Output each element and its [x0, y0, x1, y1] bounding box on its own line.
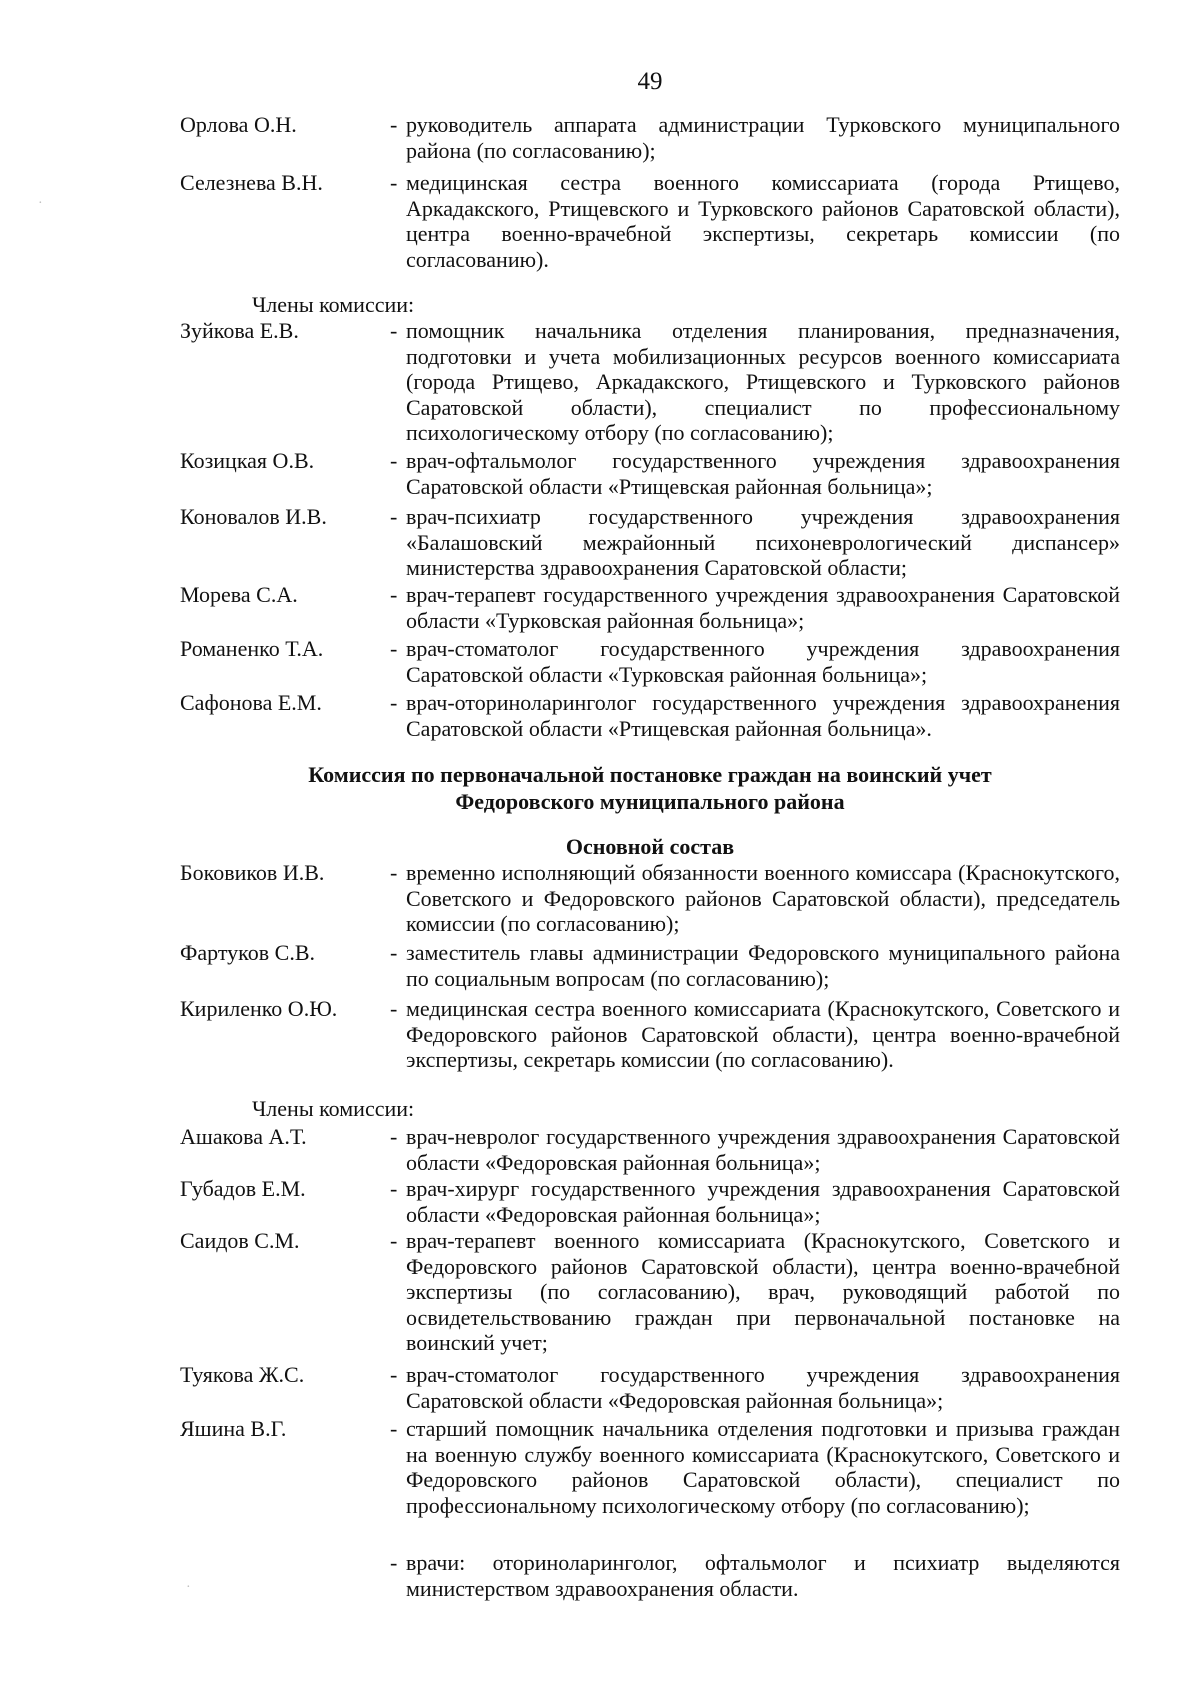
- dash: -: [390, 1228, 398, 1253]
- list-item: [180, 582, 1120, 633]
- list-item: [180, 1416, 1120, 1518]
- member-name: Морева С.А.: [180, 582, 298, 607]
- member-name: Романенко Т.А.: [180, 636, 324, 661]
- dash: -: [390, 582, 398, 607]
- member-role: врач-хирург государственного учреждения здравоохранения Саратовской области «Федоровская районная больница»;: [406, 1176, 1120, 1227]
- member-name: Зуйкова Е.В.: [180, 318, 299, 343]
- commission-heading-line2: Федоровского муниципального района: [455, 789, 845, 814]
- list-item: [180, 112, 1120, 163]
- member-name: Фартуков С.В.: [180, 940, 315, 965]
- dash: -: [390, 996, 398, 1021]
- member-role: временно исполняющий обязанности военного комиссара (Краснокутского, Советского и Федоровского районов Саратовской области), председатель комиссии (по согласованию);: [406, 860, 1120, 936]
- member-name: Орлова О.Н.: [180, 112, 297, 137]
- dash: -: [390, 318, 398, 343]
- dash: -: [390, 504, 398, 529]
- dash: -: [390, 1176, 398, 1201]
- dash: -: [390, 170, 398, 195]
- dash: -: [390, 690, 398, 715]
- list-item: [180, 996, 1120, 1073]
- member-role: врач-психиатр государственного учреждения здравоохранения «Балашовский межрайонный психоневрологический диспансер» министерства здравоохранения Саратовской области;: [406, 504, 1120, 580]
- member-role: врач-офтальмолог государственного учреждения здравоохранения Саратовской области «Ртищевская районная больница»;: [406, 448, 1120, 499]
- member-name: Саидов С.М.: [180, 1228, 300, 1253]
- dash: -: [390, 940, 398, 965]
- member-role: руководитель аппарата администрации Турковского муниципального района (по согласованию);: [406, 112, 1120, 163]
- member-role: врач-оториноларинголог государственного учреждения здравоохранения Саратовской области «Ртищевская районная больница».: [406, 690, 1120, 741]
- list-item: [180, 940, 1120, 991]
- list-item: [180, 690, 1120, 741]
- member-name: Туякова Ж.С.: [180, 1362, 305, 1387]
- member-name: Сафонова Е.М.: [180, 690, 322, 715]
- member-role: врач-терапевт военного комиссариата (Краснокутского, Советского и Федоровского районов Саратовской области), центра военно-врачебной экспертизы (по согласованию), врач, руководящий работой по освидетельствованию граждан при первоначальной постановке на воинский учет;: [406, 1228, 1120, 1355]
- member-role: врач-терапевт государственного учреждения здравоохранения Саратовской области «Турковская районная больница»;: [406, 582, 1120, 633]
- dash: -: [390, 636, 398, 661]
- member-name: Ашакова А.Т.: [180, 1124, 307, 1149]
- list-item: [180, 318, 1120, 446]
- dash: -: [390, 1124, 398, 1149]
- member-name: Кириленко О.Ю.: [180, 996, 338, 1021]
- list-item: [180, 636, 1120, 687]
- member-name: Губадов Е.М.: [180, 1176, 306, 1201]
- list-item: [180, 448, 1120, 499]
- member-name: Селезнева В.Н.: [180, 170, 323, 195]
- member-role: медицинская сестра военного комиссариата (города Ртищево, Аркадакского, Ртищевского и Турковского районов Саратовской области), центра военно-врачебной экспертизы, секретарь комиссии (по согласованию).: [406, 170, 1120, 272]
- member-role: врач-невролог государственного учреждения здравоохранения Саратовской области «Федоровская районная больница»;: [406, 1124, 1120, 1175]
- dash: -: [390, 1550, 398, 1575]
- dash: -: [390, 448, 398, 473]
- scan-artifact: ·: [186, 1580, 191, 1595]
- member-name: Боковиков И.В.: [180, 860, 325, 885]
- scan-artifact: ·: [38, 196, 43, 211]
- member-name: Яшина В.Г.: [180, 1416, 287, 1441]
- dash: -: [390, 112, 398, 137]
- list-item: [180, 1176, 1120, 1227]
- dash: -: [390, 1362, 398, 1387]
- commission-heading-line1: Комиссия по первоначальной постановке граждан на воинский учет: [308, 762, 992, 787]
- dash: -: [390, 860, 398, 885]
- dash: -: [390, 1416, 398, 1441]
- list-item: [180, 1362, 1120, 1413]
- member-role: врач-стоматолог государственного учреждения здравоохранения Саратовской области «Турковская районная больница»;: [406, 636, 1120, 687]
- list-item: [180, 1124, 1120, 1175]
- list-item: [180, 504, 1120, 581]
- member-role: заместитель главы администрации Федоровского муниципального района по социальным вопросам (по согласованию);: [406, 940, 1120, 991]
- members-label: Члены комиссии:: [252, 1096, 415, 1121]
- main-composition-label: Основной состав: [565, 834, 735, 859]
- member-role: врачи: оториноларинголог, офтальмолог и психиатр выделяются министерством здравоохранения области.: [406, 1550, 1120, 1601]
- member-role: медицинская сестра военного комиссариата (Краснокутского, Советского и Федоровского районов Саратовской области), центра военно-врачебной экспертизы, секретарь комиссии (по согласованию).: [406, 996, 1120, 1072]
- page-number: 49: [637, 68, 663, 95]
- list-item: [180, 1550, 1120, 1601]
- list-item: [180, 1228, 1120, 1356]
- member-name: Коновалов И.В.: [180, 504, 327, 529]
- member-name: Козицкая О.В.: [180, 448, 315, 473]
- member-role: помощник начальника отделения планирования, предназначения, подготовки и учета мобилизационных ресурсов военного комиссариата (города Ртищево, Аркадакского, Ртищевского и Турковского районов Саратовской области), специалист по профессиональному психологическому отбору (по согласованию);: [406, 318, 1120, 445]
- members-label: Члены комиссии:: [252, 292, 415, 317]
- list-item: [180, 860, 1120, 937]
- member-role: старший помощник начальника отделения подготовки и призыва граждан на военную службу военного комиссариата (Краснокутского, Советского и Федоровского районов Саратовской области), специалист по профессиональному психологическому отбору (по согласованию);: [406, 1416, 1120, 1518]
- member-role: врач-стоматолог государственного учреждения здравоохранения Саратовской области «Федоровская районная больница»;: [406, 1362, 1120, 1413]
- list-item: [180, 170, 1120, 272]
